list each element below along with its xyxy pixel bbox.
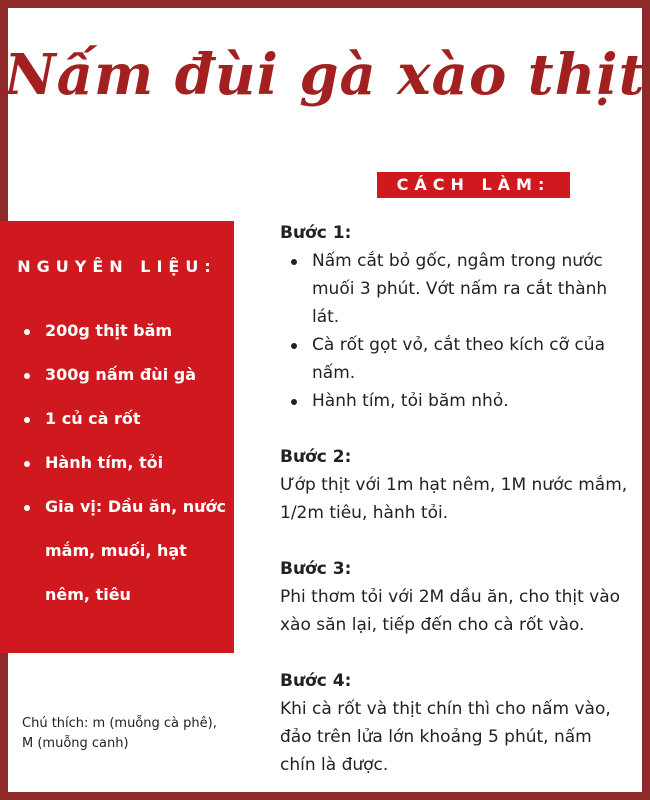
steps-section (280, 219, 630, 779)
ingredients-list (22, 309, 227, 617)
step-bullet: Hành tím, tỏi băm nhỏ. (280, 387, 630, 415)
step-1-list (280, 247, 630, 415)
ingredients-header: NGUYÊN LIỆU: (17, 257, 217, 276)
step-1-title: Bước 1: (280, 223, 352, 243)
step-bullet: Cà rốt gọt vỏ, cắt theo kích cỡ của nấm. (280, 331, 630, 387)
step-3-title: Bước 3: (280, 559, 352, 579)
step-2-title: Bước 2: (280, 447, 352, 467)
step-4-text: Khi cà rốt và thịt chín thì cho nấm vào, đảo trên lửa lớn khoảng 5 phút, nấm chín là được. (280, 699, 611, 775)
ingredient-item: 1 củ cà rốt (22, 397, 227, 441)
step-2-text: Ướp thịt với 1m hạt nêm, 1M nước mắm, 1/2m tiêu, hành tỏi. (280, 475, 628, 523)
step-bullet: Nấm cắt bỏ gốc, ngâm trong nước muối 3 phút. Vớt nấm ra cắt thành lát. (280, 247, 630, 331)
ingredients-panel (0, 221, 234, 653)
step-3-text: Phi thơm tỏi với 2M dầu ăn, cho thịt vào xào săn lại, tiếp đến cho cà rốt vào. (280, 587, 621, 635)
ingredient-item: Hành tím, tỏi (22, 441, 227, 485)
recipe-title: Nấm đùi gà xào thịt (4, 42, 646, 108)
spacer (280, 639, 630, 667)
spacer (280, 527, 630, 555)
step-4-title: Bước 4: (280, 671, 352, 691)
ingredient-item: 300g nấm đùi gà (22, 353, 227, 397)
ingredient-item: 200g thịt băm (22, 309, 227, 353)
footnote: Chú thích: m (muỗng cà phê), M (muỗng canh) (22, 716, 217, 751)
ingredient-item: Gia vị: Dầu ăn, nước mắm, muối, hạt nêm, tiêu (22, 485, 227, 617)
spacer (280, 415, 630, 443)
method-header: CÁCH LÀM: (377, 172, 570, 198)
